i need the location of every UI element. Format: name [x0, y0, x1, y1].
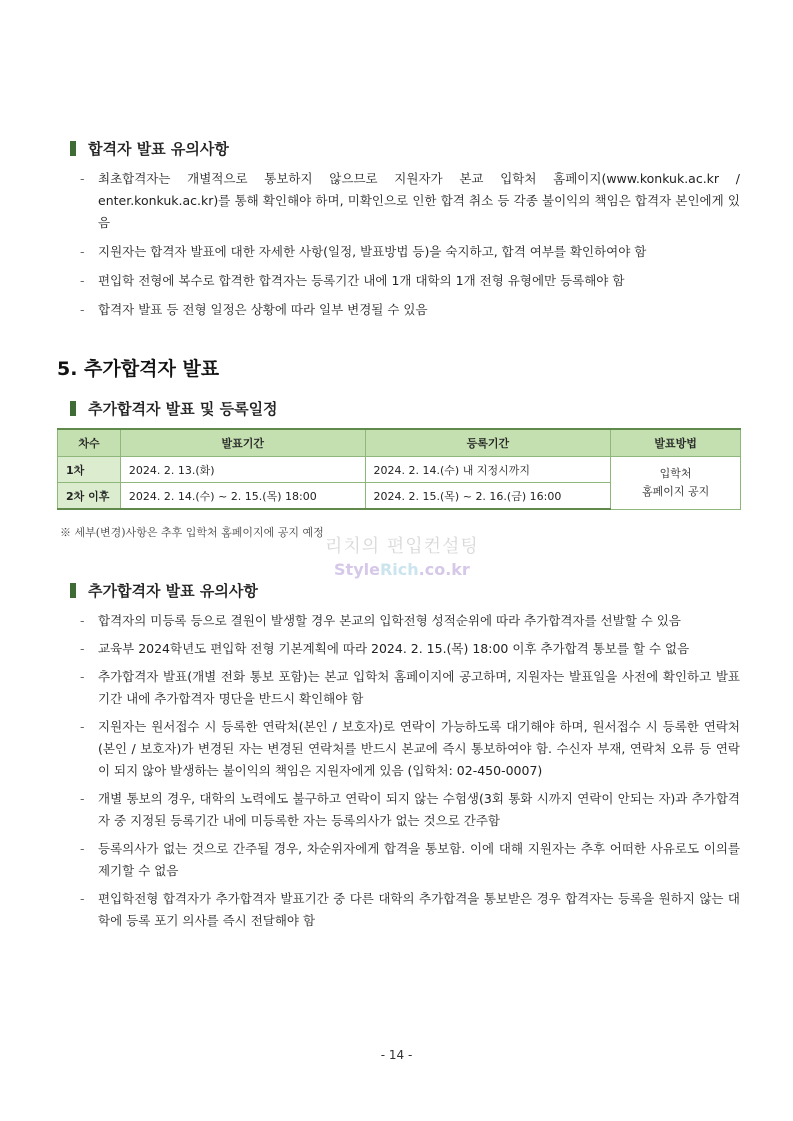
list-item: - 최초합격자는 개별적으로 통보하지 않으므로 지원자가 본교 입학처 홈페이지(www.konkuk.ac.kr / enter.konkuk.ac.kr)를 통해 확인해야 하며, 미확인으로 인한 합격 취소 등 각종 불이익의 책임은 합격자 본인에게 있음	[80, 168, 740, 234]
watermark-line: 리치의 편입컨설팅	[325, 536, 479, 557]
schedule-table	[57, 428, 741, 510]
list-item: - 합격자 발표 등 전형 일정은 상황에 따라 일부 변경될 수 있음	[80, 299, 740, 321]
dash-icon: -	[80, 171, 85, 186]
heading-marker-icon	[70, 401, 76, 416]
dash-icon: -	[80, 273, 85, 288]
column-header: 발표기간	[120, 429, 365, 457]
dash-icon: -	[80, 613, 85, 628]
dash-icon: -	[80, 719, 85, 734]
method-cell	[611, 457, 741, 510]
table-row	[58, 457, 741, 483]
heading-text: 추가합격자 발표 유의사항	[88, 582, 258, 600]
register-period-cell: 2024. 2. 14.(수) 내 지정시까지	[365, 457, 611, 483]
dash-icon: -	[80, 891, 85, 906]
column-header: 등록기간	[365, 429, 611, 457]
additional-notice-list	[80, 610, 740, 938]
section-title: 5. 추가합격자 발표	[57, 358, 220, 380]
dash-icon: -	[80, 244, 85, 259]
list-item: - 지원자는 합격자 발표에 대한 자세한 사항(일정, 발표방법 등)을 숙지하고, 합격 여부를 확인하여야 함	[80, 241, 740, 263]
watermark-logo: StyleRich.co.kr	[334, 560, 470, 579]
heading-marker-icon	[70, 583, 76, 598]
table-footnote: ※ 세부(변경)사항은 추후 입학처 홈페이지에 공지 예정	[60, 526, 324, 539]
list-item: - 편입학전형 합격자가 추가합격자 발표기간 중 다른 대학의 추가합격을 통보받은 경우 합격자는 등록을 원하지 않는 대학에 등록 포기 의사를 즉시 전달해야 함	[80, 888, 740, 932]
method-line: 홈페이지 공지	[641, 484, 710, 498]
dash-icon: -	[80, 791, 85, 806]
dash-icon: -	[80, 841, 85, 856]
list-item: - 추가합격자 발표(개별 전화 통보 포함)는 본교 입학처 홈페이지에 공고하며, 지원자는 발표일을 사전에 확인하고 발표기간 내에 추가합격자 명단을 반드시 확인해야 함	[80, 666, 740, 710]
dash-icon: -	[80, 641, 85, 656]
round-cell: 1차	[58, 457, 121, 483]
heading-text: 추가합격자 발표 및 등록일정	[88, 400, 278, 418]
table-header-row	[58, 429, 741, 457]
page-number: - 14 -	[380, 1048, 413, 1062]
dash-icon: -	[80, 302, 85, 317]
section-heading-notice	[70, 138, 229, 159]
announce-period-cell: 2024. 2. 14.(수) ~ 2. 15.(목) 18:00	[120, 483, 365, 510]
notice-list	[80, 168, 740, 328]
list-item: - 등록의사가 없는 것으로 간주될 경우, 차순위자에게 합격을 통보함. 이에 대해 지원자는 추후 어떠한 사유로도 이의를 제기할 수 없음	[80, 838, 740, 882]
list-item: - 교육부 2024학년도 편입학 전형 기본계획에 따라 2024. 2. 15.(목) 18:00 이후 추가합격 통보를 할 수 없음	[80, 638, 740, 660]
list-item: - 개별 통보의 경우, 대학의 노력에도 불구하고 연락이 되지 않는 수험생(3회 통화 시까지 연락이 안되는 자)과 추가합격자 중 지정된 등록기간 내에 미등록한 자는 등록의사가 없는 것으로 간주함	[80, 788, 740, 832]
heading-marker-icon	[70, 141, 76, 156]
announce-period-cell: 2024. 2. 13.(화)	[120, 457, 365, 483]
list-item: - 합격자의 미등록 등으로 결원이 발생할 경우 본교의 입학전형 성적순위에 따라 추가합격자를 선발할 수 있음	[80, 610, 740, 632]
list-item: - 지원자는 원서접수 시 등록한 연락처(본인 / 보호자)로 연락이 가능하도록 대기해야 하며, 원서접수 시 등록한 연락처(본인 / 보호자)가 변경된 자는 변경된 연락처를 반드시 본교에 즉시 통보하여야 함. 수신자 부재, 연락처 오류 등 연락이 되지 않아 발생하는 불이익의 책임은 지원자에게 있음 (입학처: 02-450-0007)	[80, 716, 740, 782]
round-cell: 2차 이후	[58, 483, 121, 510]
register-period-cell: 2024. 2. 15.(목) ~ 2. 16.(금) 16:00	[365, 483, 611, 510]
section-heading-additional-notice	[70, 580, 258, 601]
watermark	[325, 532, 479, 579]
dash-icon: -	[80, 669, 85, 684]
section-heading-schedule	[70, 398, 278, 419]
heading-text: 합격자 발표 유의사항	[88, 140, 229, 158]
method-line: 입학처	[659, 466, 692, 480]
column-header: 차수	[58, 429, 121, 457]
column-header: 발표방법	[611, 429, 741, 457]
list-item: - 편입학 전형에 복수로 합격한 합격자는 등록기간 내에 1개 대학의 1개 전형 유형에만 등록해야 함	[80, 270, 740, 292]
